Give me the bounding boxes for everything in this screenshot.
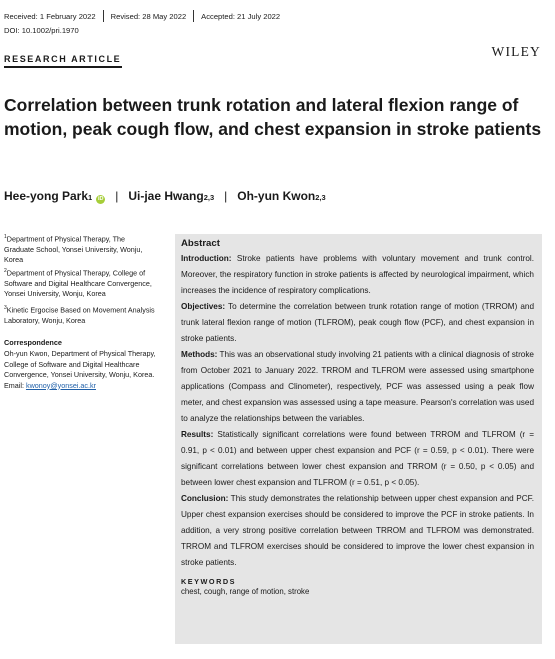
affiliation-sup: 2: [4, 268, 7, 274]
doi[interactable]: DOI: 10.1002/pri.1970: [4, 26, 79, 35]
received-date: Received: 1 February 2022: [4, 11, 96, 21]
date-divider: [103, 10, 104, 22]
affiliation: [4, 303, 156, 326]
keywords-list: chest, cough, range of motion, stroke: [181, 587, 310, 596]
abstract-label: Introduction:: [181, 254, 232, 263]
abstract-heading: Abstract: [181, 238, 220, 249]
publisher-logo: WILEY: [491, 44, 541, 59]
affiliation-text: Kinetic Ergocise Based on Movement Analysis Laboratory, Wonju, Korea: [4, 305, 155, 325]
abstract-text: This study demonstrates the relationship between upper chest expansion and PCF. Upper chest expansion exercises should be considered to improve the PCF in stroke patients. In addition, a very strong positive correlation between TRROM and TLFROM was demonstrated. TRROM and TLFROM exercises should be considered to improve the lower chest expansion in stroke patients.: [181, 494, 534, 567]
accepted-date: Accepted: 21 July 2022: [201, 11, 281, 21]
abstract-label: Conclusion:: [181, 494, 229, 503]
affiliation-sup: 3: [4, 305, 7, 311]
orcid-icon[interactable]: iD: [97, 196, 104, 202]
affiliation-text: Department of Physical Therapy, College of Software and Digital Healthcare Convergence, Yonsei University, Wonju, Korea: [4, 268, 152, 299]
section-label: RESEARCH ARTICLE: [4, 54, 122, 64]
author-affiliation-sup: 2,3: [203, 193, 215, 202]
affiliation: [4, 266, 156, 300]
article-dates: [4, 10, 280, 22]
affiliation-text: Department of Physical Therapy, The Graduate School, Yonsei University, Wonju, Korea: [4, 234, 143, 265]
affiliation: [4, 232, 156, 266]
affiliation-sup: 1: [4, 234, 7, 240]
revised-date: Revised: 28 May 2022: [110, 11, 187, 21]
section-rule: [4, 66, 122, 68]
abstract-label: Methods:: [181, 350, 218, 359]
abstract-introduction: [181, 251, 534, 299]
correspondence-heading: Correspondence: [4, 338, 62, 347]
article-title: Correlation between trunk rotation and lateral flexion range of motion, peak cough flow, and chest expansion in stroke patients: [4, 95, 542, 139]
abstract-text: This was an observational study involving 21 patients with a clinical diagnosis of stroke from October 2021 to January 2022. TRROM and TLFROM were assessed using smartphone applications (Compass and Clinometer), respectively, PCF was assessed using a peak flow meter, and chest expansion was assessed using a tape measure. Pearson's correlation was used to analyze the relationships between the variables.: [181, 350, 534, 423]
date-divider: [193, 10, 194, 22]
correspondence-text: Oh-yun Kwon, Department of Physical Therapy, College of Software and Digital Healthcare Convergence, Yonsei University, Wonju, Korea.: [4, 349, 156, 379]
email-link[interactable]: kwonoy@yonsei.ac.kr: [25, 380, 96, 390]
abstract-box: [175, 234, 542, 644]
abstract-text: Stroke patients have problems with voluntary movement and trunk control. Moreover, the respiratory function in stroke patients is affected by neurological impairment, which increases the incidence of respiratory complications.: [181, 254, 534, 295]
abstract-methods: [181, 347, 534, 427]
abstract-conclusion: [181, 491, 534, 571]
abstract-objectives: [181, 299, 534, 347]
author-affiliation-sup: 1: [88, 193, 93, 202]
author-separator: |: [224, 189, 228, 203]
abstract-text: To determine the correlation between trunk rotation range of motion (TRROM) and trunk lateral flexion range of motion (TLFROM), peak cough flow (PCF), and chest expansion in stroke patients.: [181, 302, 534, 343]
abstract-label: Results:: [181, 430, 214, 439]
email-label: Email:: [4, 380, 26, 390]
correspondence-block: [4, 349, 156, 391]
abstract-label: Objectives:: [181, 302, 226, 311]
abstract-results: [181, 427, 534, 491]
author-name[interactable]: Ui-jae Hwang: [128, 189, 204, 203]
author-affiliation-sup: 2,3: [315, 193, 326, 202]
keywords-heading: KEYWORDS: [181, 577, 236, 586]
author-separator: |: [115, 189, 119, 203]
author-list: [4, 189, 326, 204]
author-name[interactable]: Oh-yun Kwon: [237, 189, 316, 203]
author-name[interactable]: Hee-yong Park: [4, 189, 89, 203]
abstract-text: Statistically significant correlations were found between TRROM and TLFROM (r = 0.91, p < 0.01) and between upper chest expansion and PCF (r = 0.59, p < 0.01). There were significant correlations between lower chest expansion and TRROM (r = 0.50, p < 0.05) and between lower chest expansion and TLFROM (r = 0.51, p < 0.05).: [181, 430, 534, 487]
